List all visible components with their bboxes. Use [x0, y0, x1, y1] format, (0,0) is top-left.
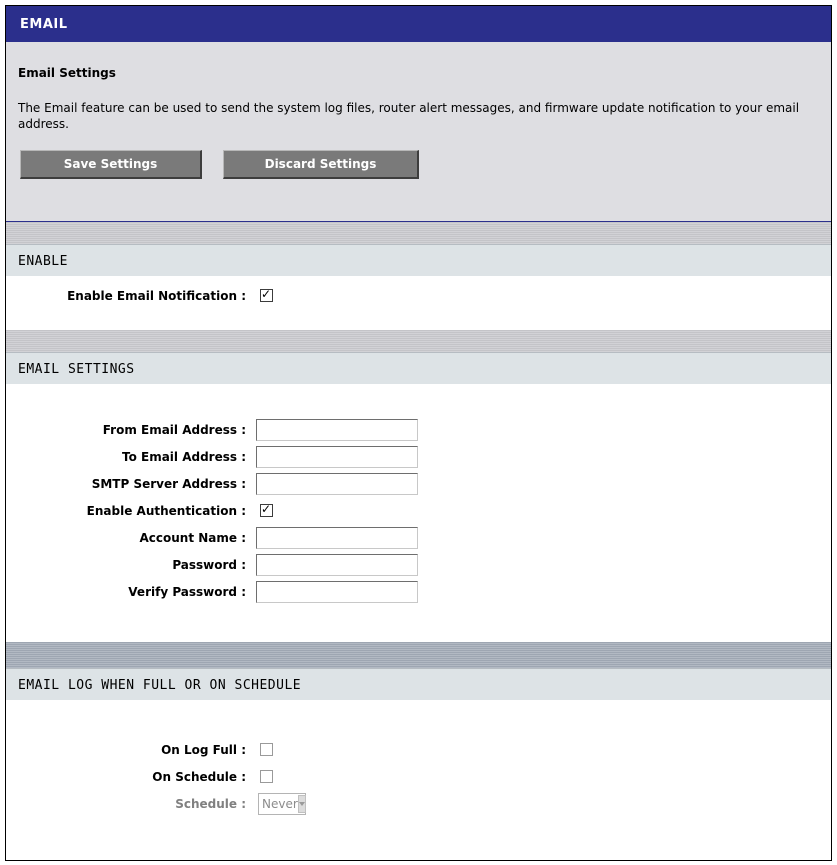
email-settings-section-body: [6, 384, 831, 642]
password-row: [6, 551, 831, 578]
account-name-input[interactable]: [256, 527, 418, 549]
password-label: Password :: [172, 557, 246, 572]
section-divider: [6, 222, 831, 244]
schedule-select[interactable]: [258, 793, 306, 815]
from-address-row: [6, 416, 831, 443]
section-divider: [6, 642, 831, 668]
email-log-section-header: EMAIL LOG WHEN FULL OR ON SCHEDULE: [6, 668, 831, 700]
account-name-row: [6, 524, 831, 551]
smtp-server-row: [6, 470, 831, 497]
on-schedule-checkbox[interactable]: [260, 770, 273, 783]
password-input[interactable]: [256, 554, 418, 576]
enable-section-header: ENABLE: [6, 244, 831, 276]
schedule-label: Schedule :: [175, 796, 246, 811]
on-log-full-label: On Log Full :: [161, 742, 246, 757]
section-divider: [6, 330, 831, 352]
dropdown-arrow-icon[interactable]: [298, 795, 306, 813]
verify-password-input[interactable]: [256, 581, 418, 603]
save-settings-button[interactable]: Save Settings: [20, 150, 202, 179]
on-log-full-checkbox[interactable]: [260, 743, 273, 756]
on-log-full-row: [6, 736, 831, 763]
enable-notification-checkbox[interactable]: [260, 289, 273, 302]
email-settings-section-header: EMAIL SETTINGS: [6, 352, 831, 384]
schedule-row: [6, 790, 831, 817]
verify-password-row: [6, 578, 831, 605]
checkmark-icon: ✓: [261, 502, 272, 516]
enable-auth-checkbox[interactable]: [260, 504, 273, 517]
smtp-server-input[interactable]: [256, 473, 418, 495]
discard-settings-button[interactable]: Discard Settings: [223, 150, 419, 179]
email-settings-page: [5, 5, 832, 861]
to-address-label: To Email Address :: [121, 449, 246, 464]
enable-section-body: [6, 276, 831, 330]
intro-description: The Email feature can be used to send the system log files, router alert messages, and firmware update notification to your email address.: [18, 101, 800, 131]
to-address-input[interactable]: [256, 446, 418, 468]
intro-panel: [6, 42, 831, 222]
schedule-selected-value: Never: [262, 796, 298, 811]
on-schedule-row: [6, 763, 831, 790]
enable-notification-row: [6, 282, 831, 309]
enable-auth-label: Enable Authentication :: [86, 503, 246, 518]
page-title: EMAIL: [6, 6, 831, 42]
intro-heading: Email Settings: [18, 66, 116, 80]
account-name-label: Account Name :: [139, 530, 246, 545]
checkmark-icon: ✓: [261, 287, 272, 301]
smtp-server-label: SMTP Server Address :: [91, 476, 246, 491]
email-log-section-body: [6, 700, 831, 850]
on-schedule-label: On Schedule :: [152, 769, 246, 784]
from-address-input[interactable]: [256, 419, 418, 441]
enable-notification-label: Enable Email Notification :: [67, 288, 246, 303]
verify-password-label: Verify Password :: [128, 584, 246, 599]
from-address-label: From Email Address :: [102, 422, 246, 437]
to-address-row: [6, 443, 831, 470]
enable-auth-row: [6, 497, 831, 524]
action-buttons: [18, 150, 819, 179]
